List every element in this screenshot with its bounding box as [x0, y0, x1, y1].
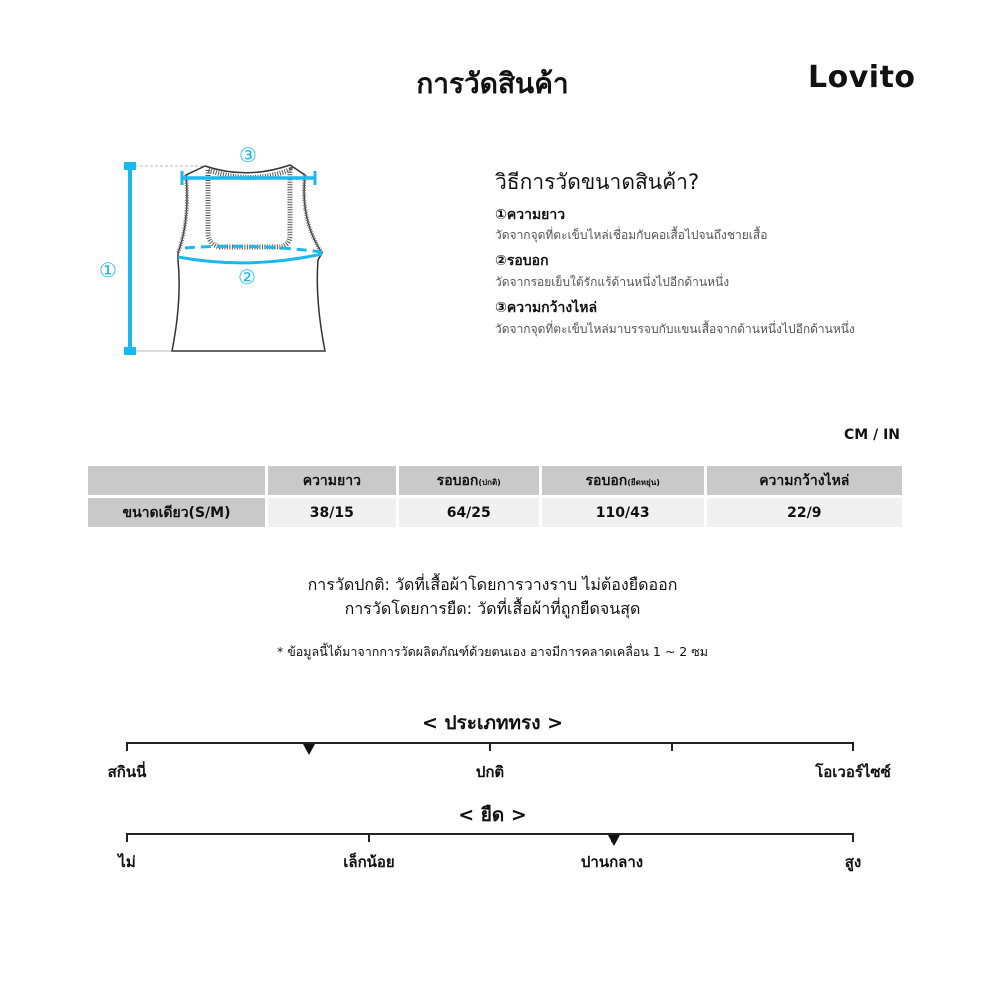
unit-label: CM / IN — [844, 427, 900, 443]
note-normal: การวัดปกติ: วัดที่เสื้อผ้าโดยการวางราบ ไม่ต้องยืดออก — [307, 575, 678, 594]
header-shoulder: ความกว้างไหล่ — [707, 466, 902, 495]
header-bust-normal: รอบอก(ปกติ) — [399, 466, 539, 495]
guide-desc-shoulder: วัดจากจุดที่ตะเข็บไหล่มาบรรจบกับแขนเสื้อจากด้านหนึ่งไปอีกด้านหนึ่ง — [495, 322, 855, 336]
fit-marker — [303, 744, 315, 755]
guide-desc-length: วัดจากจุดที่ตะเข็บไหล่เชื่อมกับคอเสื้อไปจนถึงชายเสื้อ — [495, 228, 768, 242]
fit-label-skinny: สกินนี่ — [107, 763, 147, 781]
label-1: ① — [99, 258, 117, 282]
stretch-label-none: ไม่ — [118, 853, 136, 871]
header-length: ความยาว — [268, 466, 396, 495]
stretch-scale-title: < ยืด > — [458, 804, 527, 826]
guide-heading-shoulder: ③ความกว้างไหล่ — [495, 300, 598, 316]
value-cell: 64/25 — [399, 498, 539, 527]
guide-heading-length: ①ความยาว — [495, 207, 566, 223]
table-row — [88, 498, 902, 527]
fit-scale-title: < ประเภททรง > — [421, 712, 564, 734]
value-cell: 38/15 — [268, 498, 396, 527]
value-cell: 22/9 — [707, 498, 902, 527]
value-cell: 110/43 — [542, 498, 704, 527]
size-cell: ขนาดเดียว(S/M) — [88, 498, 265, 527]
table-header-row — [88, 466, 902, 495]
stretch-label-high: สูง — [844, 853, 862, 871]
guide-desc-bust: วัดจากรอยเย็บใต้รักแร้ด้านหนึ่งไปอีกด้านหนึ่ง — [495, 275, 730, 289]
note-stretch: การวัดโดยการยืด: วัดที่เสื้อผ้าที่ถูกยืดจนสุด — [344, 599, 641, 618]
fit-label-oversize: โอเวอร์ไซซ์ — [815, 763, 891, 781]
label-2: ② — [238, 265, 256, 289]
garment-diagram — [90, 140, 340, 360]
header-bust-stretch: รอบอก(ยืดหยุ่น) — [542, 466, 704, 495]
fit-label-regular: ปกติ — [475, 763, 505, 781]
label-3: ③ — [239, 143, 257, 167]
stretch-label-medium: ปานกลาง — [580, 853, 644, 871]
stretch-marker — [608, 835, 620, 846]
guide-title: วิธีการวัดขนาดสินค้า? — [495, 170, 700, 194]
neckline — [208, 170, 290, 247]
stretch-scale-line — [127, 833, 854, 835]
guide-heading-bust: ②รอบอก — [495, 253, 549, 269]
stretch-label-slight: เล็กน้อย — [343, 853, 395, 871]
page-title: การวัดสินค้า — [416, 67, 569, 100]
brand-logo: Lovito — [808, 60, 916, 95]
size-table — [85, 463, 905, 530]
footnote: * ข้อมูลนี้ได้มาจากการวัดผลิตภัณฑ์ด้วยตนเอง อาจมีการคลาดเคลื่อน 1 ~ 2 ซม — [277, 644, 708, 659]
